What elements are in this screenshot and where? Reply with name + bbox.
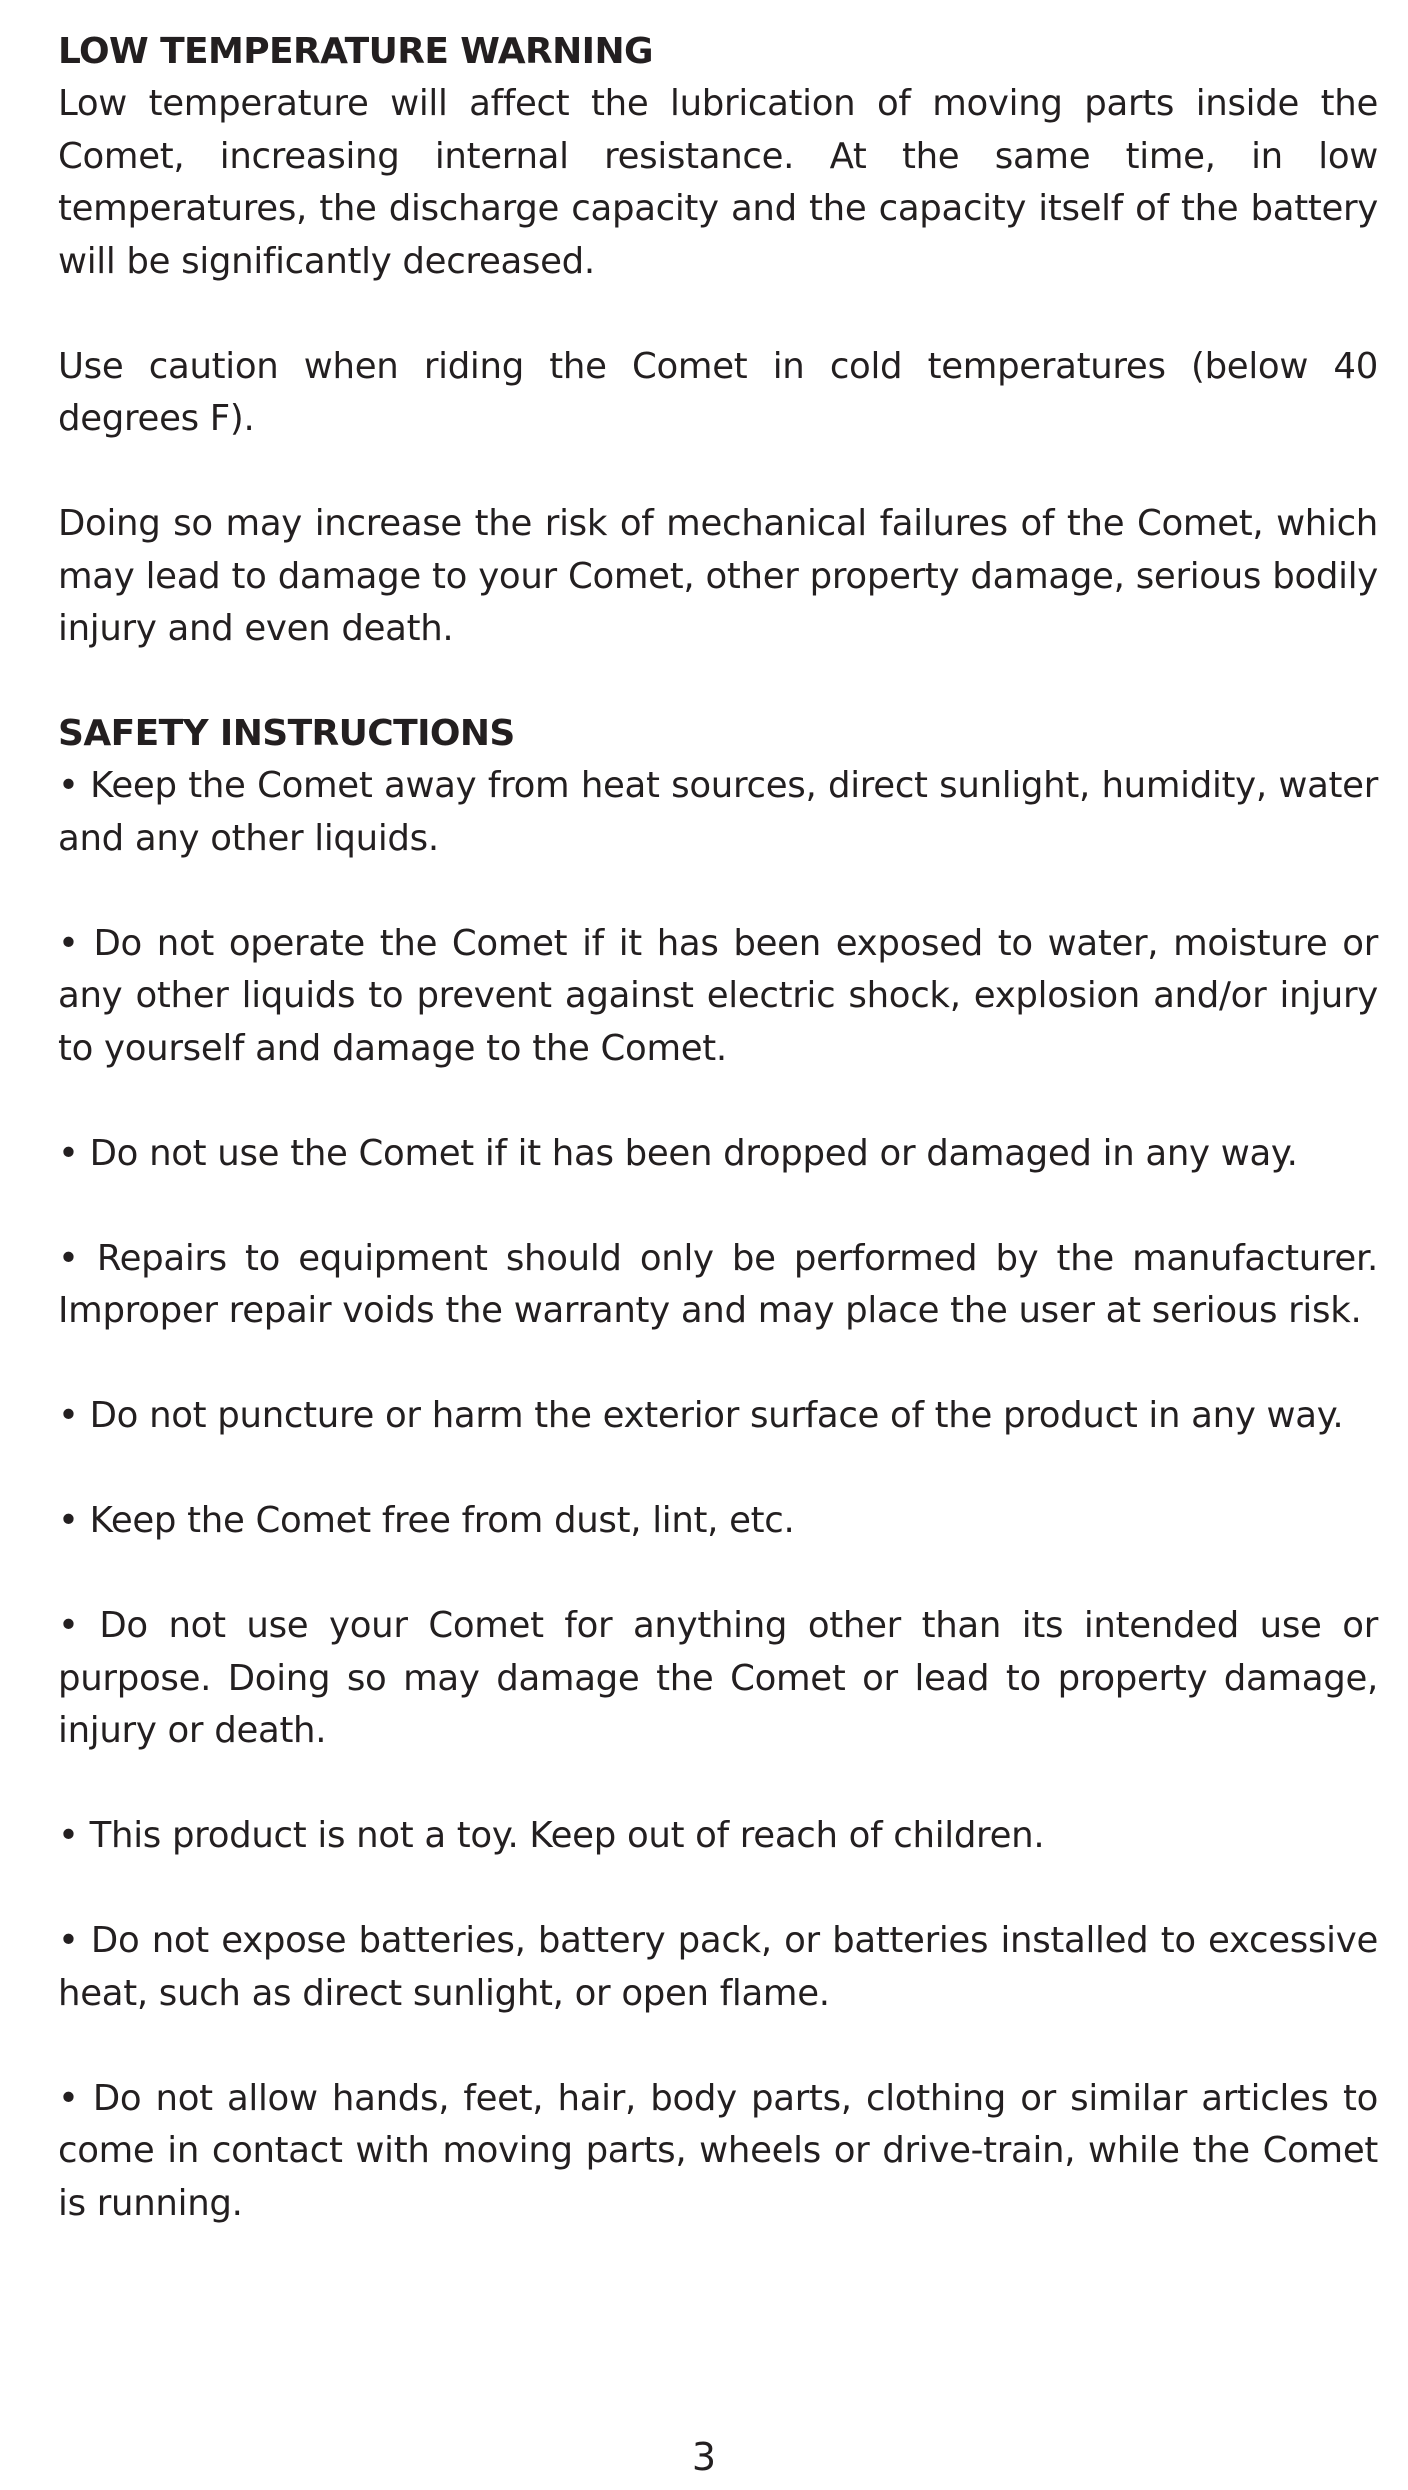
bullet-item: • Do not puncture or harm the exterior surface of the product in any way. (58, 1395, 1344, 1436)
bullet-item: • Keep the Comet away from heat sources, direct sunlight, humidity, water and any other liquids. (58, 765, 1378, 859)
bullet-item: • Do not use the Comet if it has been dropped or damaged in any way. (58, 1132, 1298, 1174)
bullet-item: • Repairs to equipment should only be performed by the manufacturer. Improper repair voids the warranty and may place the user at serious risk. (58, 1237, 1378, 1331)
bullet-item: • Do not allow hands, feet, hair, body parts, clothing or similar articles to come in contact with moving parts, wheels or drive-train, while the Comet is running. (58, 2077, 1378, 2224)
paragraph: Use caution when riding the Comet in cold temperatures (below 40 degrees F). (58, 345, 1378, 439)
section-heading: LOW TEMPERATURE WARNING (58, 31, 653, 72)
bullet-item: • Keep the Comet free from dust, lint, etc. (58, 1500, 795, 1541)
bullet-item: • Do not use your Comet for anything other than its intended use or purpose. Doing so may damage the Comet or lead to property damage, injury or death. (58, 1605, 1378, 1751)
safety-instructions-section (58, 708, 1378, 2230)
bullet-item: • Do not expose batteries, battery pack, or batteries installed to excessive heat, such as direct sunlight, or open flame. (58, 1920, 1378, 2014)
paragraph: Low temperature will affect the lubrication of moving parts inside the Comet, increasing internal resistance. At the same time, in low temperatures, the discharge capacity and the capacity itself of the battery will be significantly decreased. (58, 83, 1378, 282)
section-heading: SAFETY INSTRUCTIONS (58, 713, 515, 754)
bullet-item: • Do not operate the Comet if it has been exposed to water, moisture or any other liquids to prevent against electric shock, explosion and/or injury to yourself and damage to the Comet. (58, 922, 1378, 1069)
page-number: 3 (691, 2435, 717, 2479)
low-temperature-warning-section (58, 26, 1378, 656)
bullet-item: • This product is not a toy. Keep out of reach of children. (58, 1815, 1045, 1856)
paragraph: Doing so may increase the risk of mechanical failures of the Comet, which may lead to damage to your Comet, other property damage, serious bodily injury and even death. (58, 503, 1378, 649)
document-page (58, 26, 1378, 2230)
